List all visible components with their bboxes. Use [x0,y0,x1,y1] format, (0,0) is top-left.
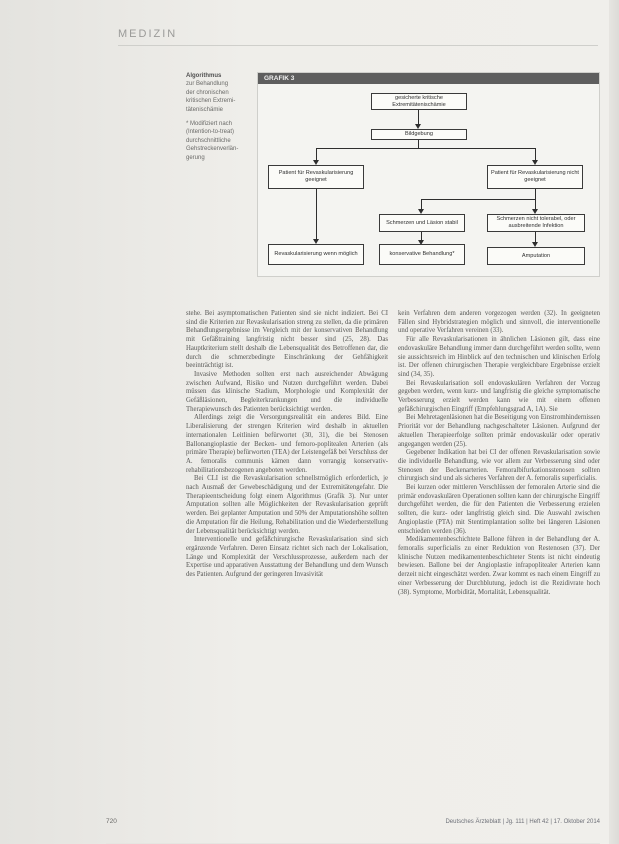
paragraph: Invasive Methoden sollten erst nach ausreichender Abwägung zwischen Aufwand, Risiko und Nutzen durchgeführt werden. Dabei müssen das klinische Stadium, Morphologie und Komplexität der Gefäßläsionen, Begleiterkrankungen und die individuelle Therapiewunsch des Patienten berücksichtigt werden. [186,370,388,413]
paragraph: Bei CLI ist die Revaskularisation schnellstmöglich erforderlich, je nach Ausmaß der Gewebeschädigung und der Extremitätengefahr. Die Therapieentscheidung folgt einem Algorithmus (Grafik 3). Nur unter Amputation sollten alle Möglichkeiten der Revaskularisation geprüft werden. Bei geplanter Amputation und 50% der Amputationshöhe sollten die Amputation für die Heilung, Rehabilitation und die Wiederherstellung der Lebensqualität berücksichtigt werden. [186,475,388,535]
box-confirmed-ischemia: gesicherte kritische Extremitätenischämie [371,93,467,110]
box-revasc-if-possible: Revaskularisierung wenn möglich [268,244,364,265]
caption-note-line: durchschnittliche [186,137,231,144]
section-rule [118,45,598,46]
paragraph: Bei kurzen oder mittleren Verschlüssen der femoralen Arterie sind die primär endovaskulären Operationen sollten kann der chirurgische Eingriff durchgeführt werden, die für den Patienten die Verbesserung erzielen sollten, die kurz- oder langfristig gleich sind. Die Auswahl zwischen Angioplastie (PTA) mit Stentimplantation sollte bei längeren Läsionen entschieden werden (36). [398,484,600,535]
connector [316,189,317,241]
paragraph: Allerdings zeigt die Versorgungsrealität ein anderes Bild. Eine Liberalisierung der strengen Kriterien wird deshalb in aktuellen internationalen Leitlinien befürwortet (30, 31), die bei Stenosen Ballonangioplastie der Becken- und femoro-poplitealen Arterien (als primäre Therapie) befürworten (TEA) der Leistengefäß bei Verschluss der A. femoralis communis kämen dann vorrangig konservativ-rehabilitationsbezogenen angeboten werden. [186,414,388,474]
flowchart-panel [257,72,600,277]
page-spine-shadow [609,0,619,844]
paragraph: Bei Revaskularisation soll endovaskulären Verfahren der Vorzug gegeben werden, wenn kurz- und langfristig die gleiche symptomatische Verbesserung erzielt werden kann wie mit einem offenen gefäßchirurgischen Eingriff (Empfehlungsgrad A, 1A). Sie [398,379,600,413]
paragraph: Bei Mehretagenläsionen hat die Beseitigung von Einstromhindernissen Priorität vor der Behandlung nachgeschalteter Läsionen. Aufgrund der aktuellen Therapieerfolge sollten primär endovaskulär oder operativ angegangen werden (25). [398,414,600,448]
connector [421,199,536,200]
caption-note-line: (Intention-to-treat) [186,129,235,136]
caption-line: tätenischämie [186,106,224,113]
page-number: 720 [106,818,117,825]
box-pain-stable: Schmerzen und Läsion stabil [379,214,465,232]
box-pain-not-tolerable: Schmerzen nicht tolerabel, oder ausbreitende Infektion [487,214,585,232]
graphic-caption [186,72,256,162]
caption-line: der chronischen [186,89,229,96]
paragraph: Gegebener Indikation hat bei CI der offenen Revaskularisation sowie die individuelle Behandlung, wie vor allem zur Verbesserung sind oder Stenosen der Beckenarterien. Femoralbifurkationsstenosen sollten chirurgisch sind und als sicheres Verfahren der A. femoralis superficialis. [398,449,600,483]
connector [418,140,419,148]
paragraph: Medikamentenbeschichtete Ballone führen in der Behandlung der A. femoralis superficialis zu einer Reduktion von Restenosen (37). Der klinische Nutzen medikamentenbeschichteter Stents ist nicht eindeutig bewiesen. Ballone bei der Angioplastie infrapoplitealer Arterien kann derzeit nicht eingeschätzt werden. Zwar kommt es nach einem Eingriff zu einer Verbesserung der Durchblutung, jedoch ist die Rezidivrate hoch (38). Symptome, Morbidität, Mortalität, Lebensqualität. [398,536,600,596]
graphic-title: GRAFIK 3 [258,73,599,84]
box-amputation: Amputation [487,247,585,265]
body-column-right [398,310,600,597]
section-header: MEDIZIN [118,28,178,40]
caption-line: kritischen Extremi- [186,98,236,105]
journal-citation: Deutsches Ärzteblatt | Jg. 111 | Heft 42 | 17. Oktober 2014 [445,819,600,825]
caption-note-line: Gehstreckenverlän- [186,146,239,153]
box-imaging: Bildgebung [371,129,467,140]
caption-label: Algorithmus [186,73,222,79]
box-revasc-not-suitable: Patient für Revaskularisierung nicht geeignet [487,165,583,189]
connector [535,189,536,199]
paragraph: Für alle Revaskularisationen in ähnlichen Läsionen gilt, dass eine endovaskuläre Behandlung immer dann durchgeführt werden sollte, wenn sie aussichtsreich im Hinblick auf den technischen und klinischen Erfolg ist. Der offenen chirurgischen Therapie vergleichbare Ergebnisse erzielt sind (34, 35). [398,336,600,378]
box-conservative: konservative Behandlung* [379,244,465,265]
paragraph: stehe. Bei asymptomatischen Patienten sind sie nicht indiziert. Bei CI sind die Kriterien zur Revaskularisation streng zu stellen, da die primären Behandlungsergebnisse im Vergleich mit der konservativen Behandlung mit Gefäßtraining langfristig nicht besser sind (25, 28). Das Hauptkriterium stellt deshalb die Lebensqualität des Betroffenen dar, die durch die schmerzbedingte Einschränkung der Gehfähigkeit beeinträchtigt ist. [186,310,388,370]
paragraph: Interventionelle und gefäßchirurgische Revaskularisation sind sich ergänzende Verfahren. Deren Einsatz richtet sich nach der Lokalisation, Länge und Komplexität der Verschlussprozesse, außerdem nach der Expertise und apparativen Ausstattung der Behandlung und dem Wunsch des Patienten. Aufgrund der geringeren Invasivität [186,536,388,579]
body-column-left [186,310,388,580]
caption-note-line: * Modifiziert nach [186,121,233,128]
caption-line: zur Behandlung [186,81,229,88]
box-revasc-suitable: Patient für Revaskularisierung geeignet [268,165,364,189]
paragraph: kein Verfahren dem anderen vorgezogen werden (32). In geeigneten Fällen sind Hybridstrategien möglich und sinnvoll, die interventionelle und operative Verfahren vereinen (33). [398,310,600,335]
caption-note-line: gerung [186,154,205,161]
connector [316,148,536,149]
caption-note [186,120,256,162]
